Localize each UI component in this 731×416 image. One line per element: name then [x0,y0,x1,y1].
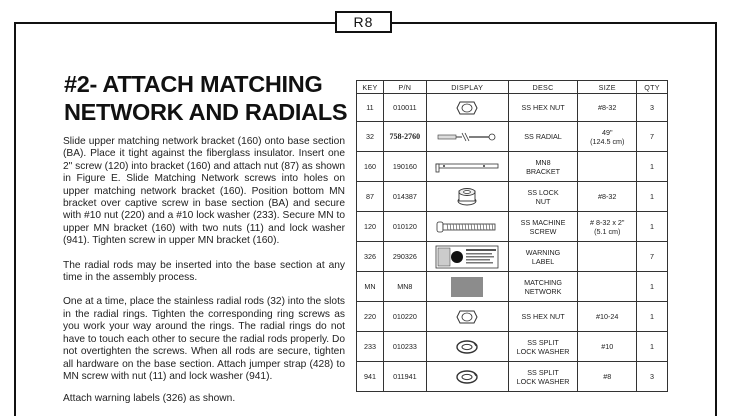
cell-desc: SS MACHINE SCREW [508,212,578,242]
table-row [357,182,668,212]
section-title: #2- ATTACH MATCHING NETWORK AND RADIALS [64,71,348,125]
cell-display [426,152,508,182]
paragraph-1: Slide upper matching network bracket (160) onto base section (BA). Place it tight against the fiberglass insulator. Insert one 2" screw (120) into bracket (160) and attach nut (87) as shown in Figure E. Slide Matching Network screws into holes on upper matching network bracket (160). Position bottom MN bracket over captive screw in base section (BA) and secure with #10 nut (220) and a #10 lock washer (233). Secure MN to upper MN bracket (160) with two nuts (11) and lock washer (941). Tighten screw in upper MN bracket (160). [63,136,345,247]
cell-qty: 1 [637,302,668,332]
header-key: KEY [357,81,384,94]
cell-key: MN [357,272,384,302]
table-row [357,94,668,122]
paragraph-3: One at a time, place the stainless radial rods (32) into the slots in the radial rings. Tighten the corresponding ring screws as you work your way around the rings. The radial rings do not have to touch each other to secure the radial rods properly. Do not overtighten the screws. When all rods are secure, tighten all hardware on the base section. Attach jumper strap (428) to MN screw with nut (11) and lock washer (941). [63,296,345,382]
table-row [357,212,668,242]
split-lock-washer-icon [429,369,506,385]
radial-rod-icon [429,131,506,143]
cell-qty: 1 [637,212,668,242]
parts-table [356,80,668,392]
table-body [357,94,668,392]
cell-desc: SS LOCK NUT [508,182,578,212]
cell-pn: 290326 [383,242,426,272]
split-lock-washer-icon [429,339,506,355]
cell-qty: 1 [637,152,668,182]
lock-nut-icon [429,187,506,207]
header-qty: QTY [637,81,668,94]
cell-pn: 010220 [383,302,426,332]
cell-desc: SS RADIAL [508,122,578,152]
cell-pn: MN8 [383,272,426,302]
cell-display [426,212,508,242]
cell-qty: 1 [637,182,668,212]
cell-key: 220 [357,302,384,332]
cell-pn: 010233 [383,332,426,362]
warning-label-icon [429,245,506,269]
header-display: DISPLAY [426,81,508,94]
cell-desc: SS HEX NUT [508,94,578,122]
table-header-row [357,81,668,94]
table-row [357,122,668,152]
cell-display [426,362,508,392]
cell-display [426,242,508,272]
cell-size: #10 [578,332,637,362]
table-row [357,302,668,332]
cell-qty: 3 [637,362,668,392]
cell-pn: 014387 [383,182,426,212]
cell-pn: 758-2760 [383,122,426,152]
cell-key: 233 [357,332,384,362]
cell-desc: SS HEX NUT [508,302,578,332]
header-desc: DESC [508,81,578,94]
header-size: SIZE [578,81,637,94]
hex-nut-icon [429,309,506,325]
machine-screw-icon [429,220,506,234]
cell-display [426,94,508,122]
cell-desc: SS SPLIT LOCK WASHER [508,362,578,392]
cell-display [426,182,508,212]
cell-qty: 1 [637,332,668,362]
cell-size [578,272,637,302]
cell-pn: 010011 [383,94,426,122]
header-pn: P/N [383,81,426,94]
cell-pn: 010120 [383,212,426,242]
instructions [63,136,345,416]
cell-key: 120 [357,212,384,242]
cell-size: #8-32 [578,182,637,212]
paragraph-2: The radial rods may be inserted into the base section at any time in the assembly process. [63,259,345,284]
cell-size: # 8-32 x 2" (5.1 cm) [578,212,637,242]
cell-key: 11 [357,94,384,122]
cell-size: #8-32 [578,94,637,122]
page-tab: R8 [335,11,392,33]
table-row [357,272,668,302]
cell-key: 326 [357,242,384,272]
cell-key: 32 [357,122,384,152]
cell-desc: SS SPLIT LOCK WASHER [508,332,578,362]
table-row [357,242,668,272]
cell-size [578,152,637,182]
cell-key: 87 [357,182,384,212]
cell-qty: 3 [637,94,668,122]
cell-display [426,302,508,332]
cell-display [426,122,508,152]
cell-qty: 7 [637,242,668,272]
paragraph-4: Attach warning labels (326) as shown. [63,393,236,405]
table-row [357,362,668,392]
hex-nut-icon [429,100,506,116]
cell-display [426,272,508,302]
cell-size: 49" (124.5 cm) [578,122,637,152]
matching-network-icon [429,276,506,298]
cell-display [426,332,508,362]
cell-pn: 190160 [383,152,426,182]
cell-pn: 011941 [383,362,426,392]
cell-size [578,242,637,272]
table-row [357,332,668,362]
cell-key: 160 [357,152,384,182]
table-row [357,152,668,182]
bracket-icon [429,161,506,173]
cell-desc: WARNING LABEL [508,242,578,272]
cell-size: #10-24 [578,302,637,332]
cell-size: #8 [578,362,637,392]
cell-desc: MN8 BRACKET [508,152,578,182]
cell-desc: MATCHING NETWORK [508,272,578,302]
cell-qty: 7 [637,122,668,152]
cell-key: 941 [357,362,384,392]
cell-qty: 1 [637,272,668,302]
